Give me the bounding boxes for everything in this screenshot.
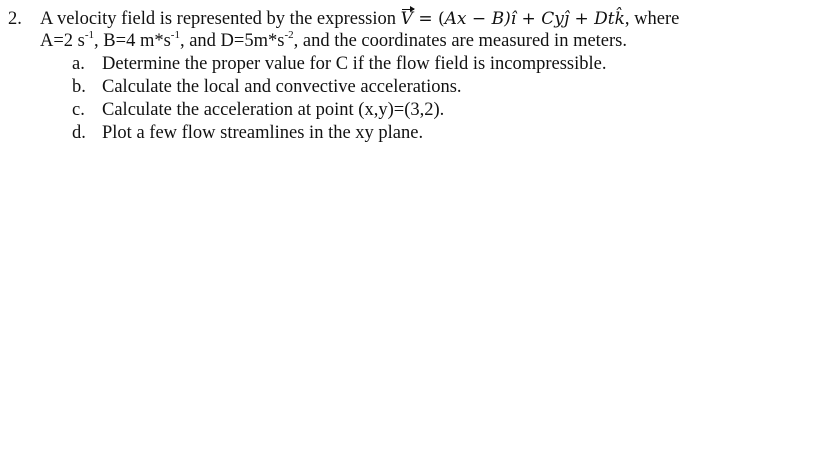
constant-d: , and D=5m*s	[179, 31, 285, 51]
constants-tail: , and the coordinates are measured in meters.	[293, 31, 628, 51]
sub-question-text: Plot a few flow streamlines in the xy plane.	[102, 123, 424, 143]
sub-question-label: b.	[72, 77, 86, 97]
expr-dt: Dt	[594, 9, 615, 29]
expr-b: B	[491, 9, 505, 29]
expr-ax: Ax	[444, 9, 467, 29]
constant-d-exponent: -2	[284, 28, 294, 41]
problem-statement-line-1	[8, 8, 813, 30]
expr-cy: Cy	[541, 9, 564, 29]
sub-question-text: Calculate the acceleration at point (x,y)=(3,2).	[102, 100, 445, 120]
velocity-vector-symbol: V	[400, 9, 413, 29]
constant-a-exponent: -1	[84, 28, 95, 41]
expr-i: )î +	[504, 9, 542, 29]
sub-question-text: Calculate the local and convective accelerations.	[102, 77, 462, 97]
sub-question-d	[8, 122, 813, 144]
sub-question-c	[8, 99, 813, 121]
sub-question-b	[8, 76, 813, 98]
problem-intro	[40, 8, 679, 30]
problem-2	[8, 8, 813, 144]
problem-number: 2.	[8, 9, 22, 29]
constant-b: , B=4 m*s	[94, 31, 171, 51]
sub-question-a	[8, 53, 813, 75]
sub-question-label: c.	[72, 100, 85, 120]
intro-text: A velocity field is represented by the expression	[40, 9, 401, 29]
expr-k: k̂	[614, 9, 625, 29]
problem-statement-line-2	[8, 30, 813, 52]
where-text: , where	[624, 9, 680, 29]
velocity-expression	[401, 9, 625, 29]
constant-a: A=2 s	[40, 31, 85, 51]
expr-j: ĵ +	[563, 9, 595, 29]
expr-eq: = (	[412, 9, 445, 29]
sub-question-label: d.	[72, 123, 86, 143]
sub-question-label: a.	[72, 54, 85, 74]
expr-minus: −	[466, 9, 492, 29]
sub-question-text: Determine the proper value for C if the flow field is incompressible.	[102, 54, 607, 74]
constant-b-exponent: -1	[170, 28, 180, 41]
